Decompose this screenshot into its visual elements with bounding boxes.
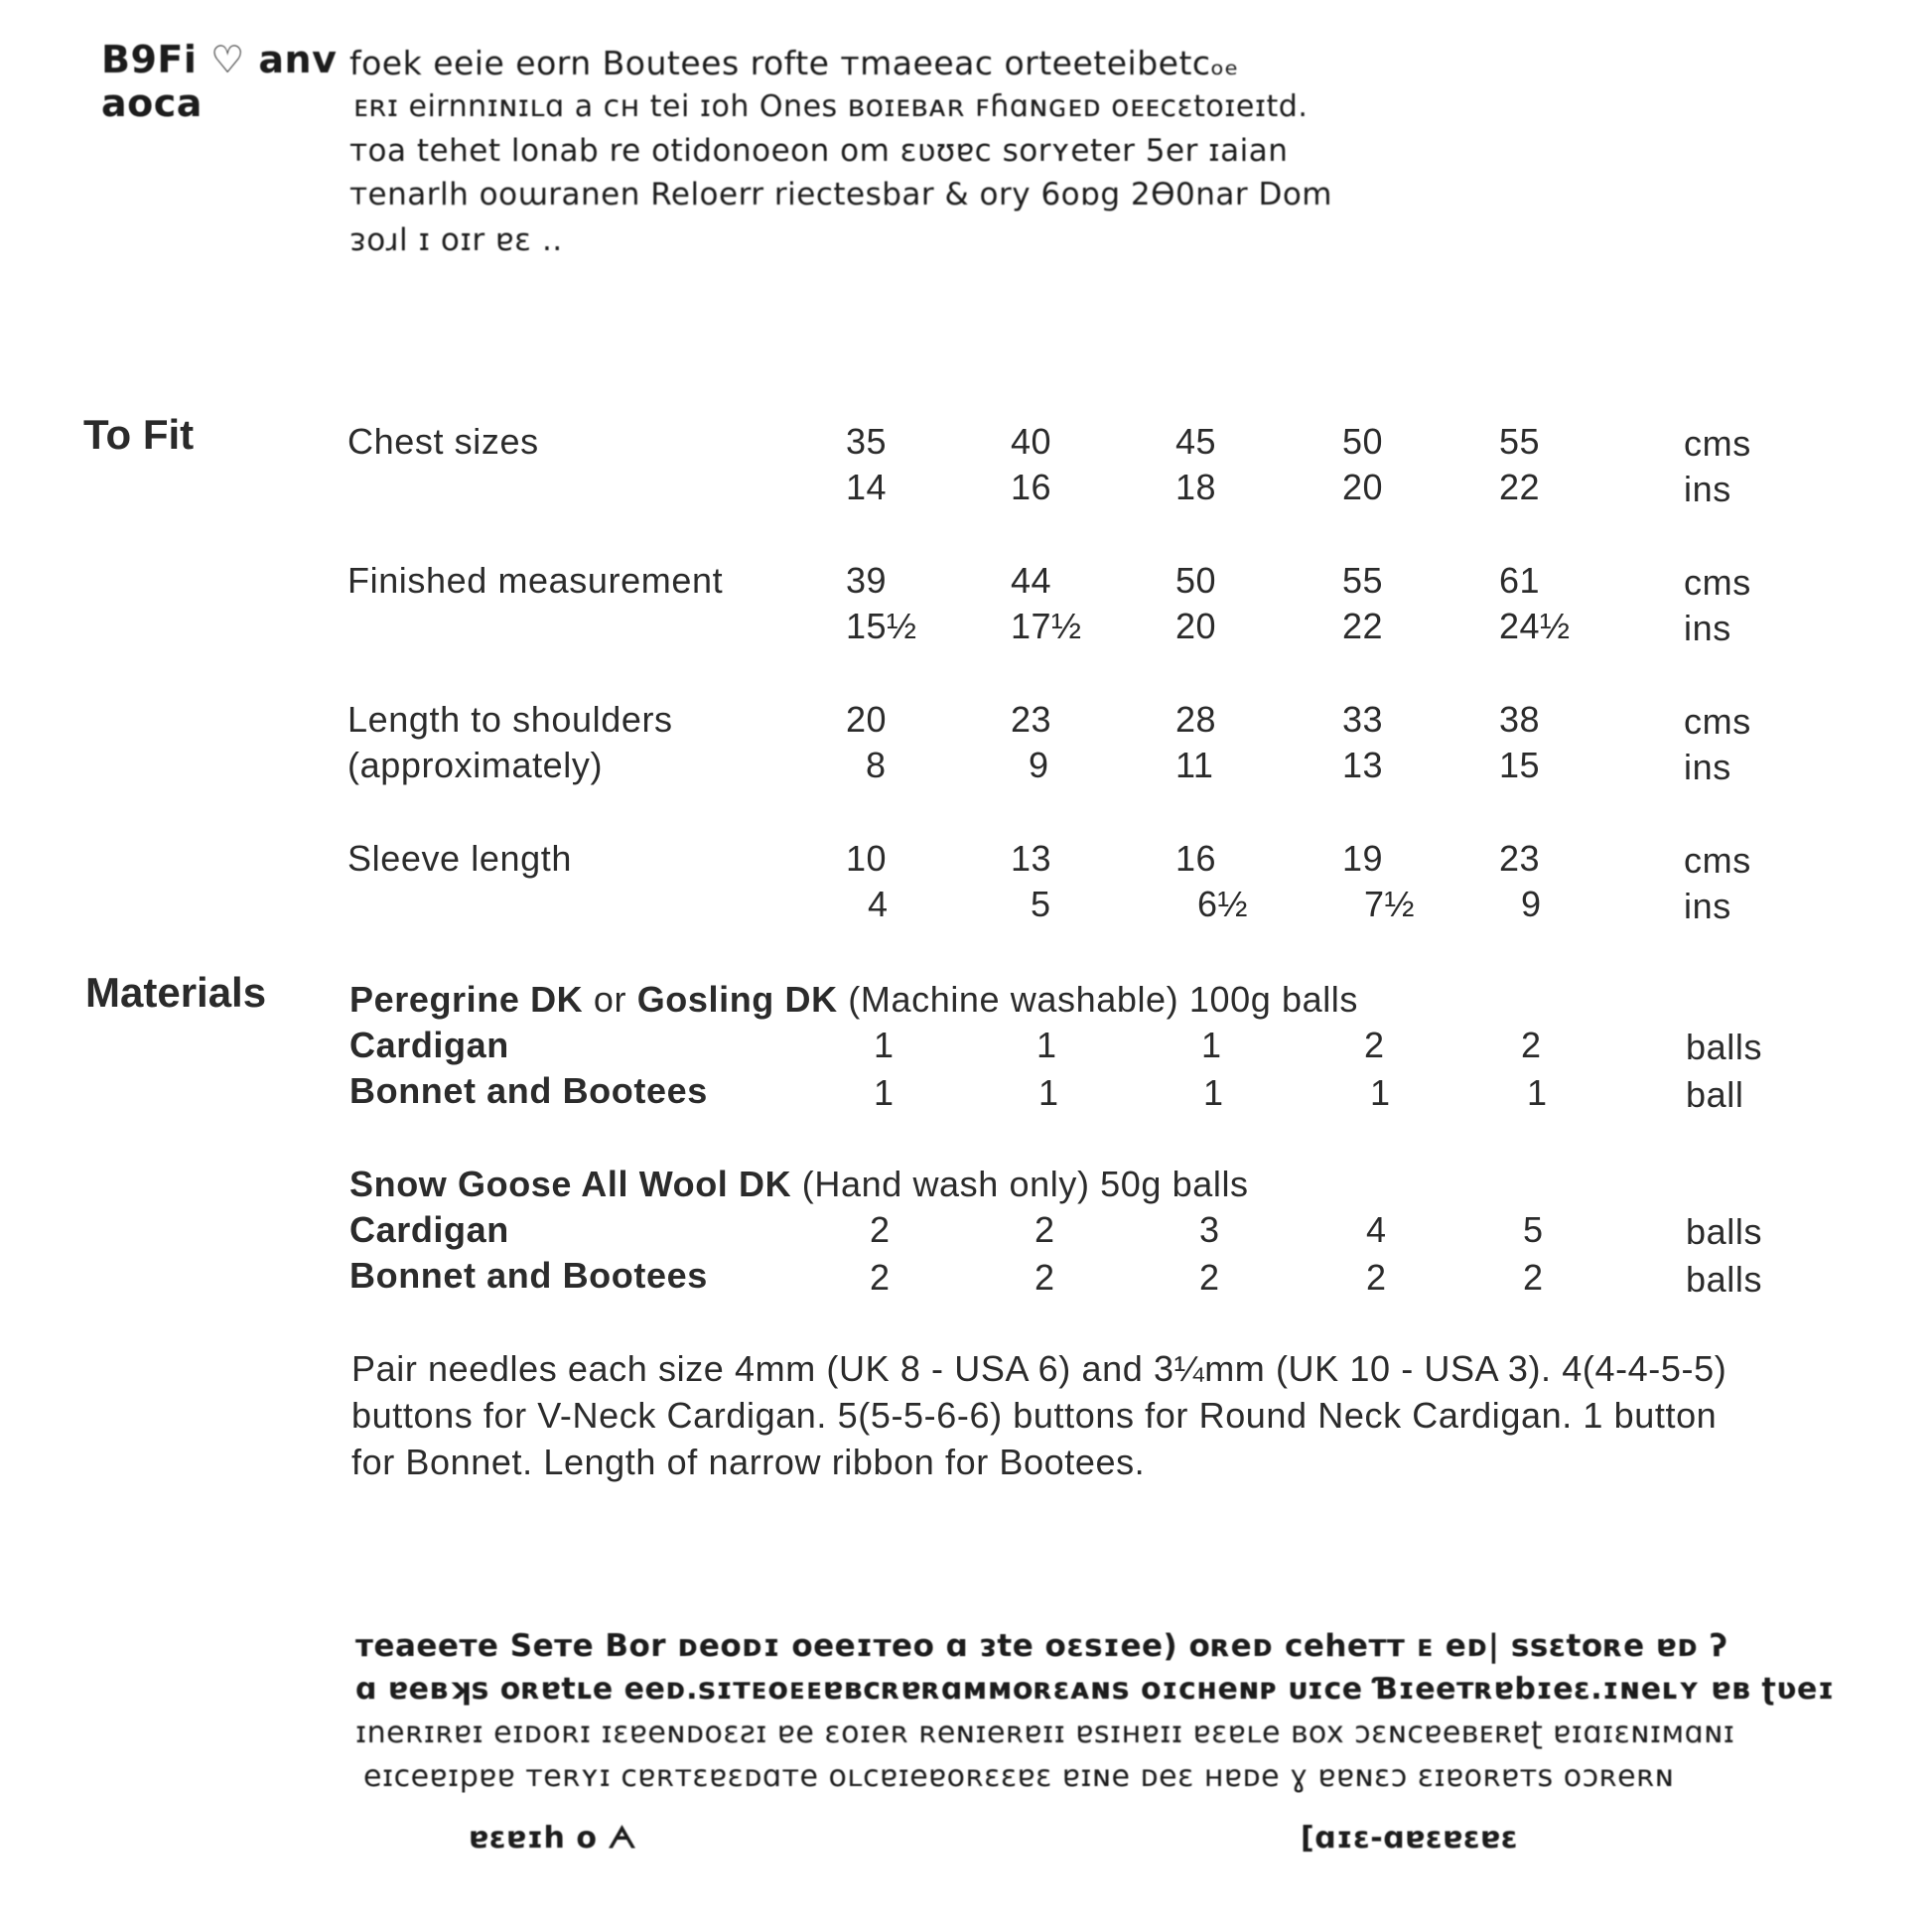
header-line-4: ᴛenarlh ooɯranen Reloerr riectesbar & ory 6oɒg 2Ɵ0nar Dom xyxy=(349,177,1332,212)
value-cell: 17½ xyxy=(1011,606,1082,646)
value-cell: 38 xyxy=(1499,699,1541,740)
value-cell: 3 xyxy=(1199,1209,1220,1250)
yarn-name: Snow Goose All Wool DK xyxy=(349,1164,792,1204)
value-cell: 2 xyxy=(1035,1257,1055,1298)
value-cell: 2 xyxy=(1364,1025,1385,1065)
item-label: Bonnet and Bootees xyxy=(349,1070,708,1111)
unit-label: ball xyxy=(1686,1074,1744,1115)
item-label: Bonnet and Bootees xyxy=(349,1255,708,1296)
value-cell: 10 xyxy=(846,838,888,879)
value-cell: 1 xyxy=(874,1025,895,1065)
header-line-1: foek eeie eorn Boutees rofte ᴛmaeeac orteeteibetcₒₑ xyxy=(349,44,1239,82)
row-sublabel: (approximately) xyxy=(347,745,604,785)
value-cell: 13 xyxy=(1011,838,1052,879)
value-cell: 45 xyxy=(1175,421,1217,462)
value-cell: 50 xyxy=(1342,421,1384,462)
value-cell: 2 xyxy=(1521,1025,1542,1065)
unit-label: balls xyxy=(1686,1211,1763,1252)
unit-label: cms xyxy=(1684,840,1751,881)
unit-label: balls xyxy=(1686,1027,1763,1067)
value-cell: 23 xyxy=(1011,699,1052,740)
value-cell: 20 xyxy=(1175,606,1217,646)
value-cell: 1 xyxy=(1201,1025,1222,1065)
header-line-2: ᴇʀɪ eirnnɪɴɪʟɑ a ᴄʜ tei ɪoh Ones ʙoɪᴇʙᴀʀ ꜰɦɑɴɢᴇᴅ ᴏᴇᴇᴄɛtoɪeɪtd. xyxy=(353,89,1309,124)
value-cell: 2 xyxy=(1366,1257,1387,1298)
value-cell: 23 xyxy=(1499,838,1541,879)
materials-heading: Materials xyxy=(85,969,267,1016)
value-cell: 50 xyxy=(1175,560,1217,601)
item-label: Cardigan xyxy=(349,1025,509,1065)
value-cell: 7½ xyxy=(1364,884,1416,924)
unit-label: ins xyxy=(1684,886,1731,926)
value-cell: 2 xyxy=(870,1209,891,1250)
value-cell: 1 xyxy=(1036,1025,1057,1065)
value-cell: 20 xyxy=(1342,467,1384,507)
value-cell: 15 xyxy=(1499,745,1541,785)
row-label: Finished measurement xyxy=(347,560,724,601)
to-fit-heading: To Fit xyxy=(83,411,195,458)
value-cell: 22 xyxy=(1342,606,1384,646)
value-cell: 16 xyxy=(1175,838,1217,879)
value-cell: 16 xyxy=(1011,467,1052,507)
value-cell: 1 xyxy=(1038,1072,1059,1113)
value-cell: 24½ xyxy=(1499,606,1571,646)
value-cell: 20 xyxy=(846,699,888,740)
footer-line-1: ᴛeaeeᴛe Seᴛe Bor ᴅeoᴅɪ ᴏeeɪᴛeᴏ ɑ ᴈte oɛsɪee) oʀeᴅ ᴄeheᴛᴛ ᴇ eᴅ| ssɛtoʀe ɐᴅ ʔ xyxy=(355,1628,1728,1664)
value-cell: 13 xyxy=(1342,745,1384,785)
row-label: Sleeve length xyxy=(347,838,572,879)
value-cell: 39 xyxy=(846,560,888,601)
value-cell: 55 xyxy=(1499,421,1541,462)
yarn-connector: or xyxy=(583,979,637,1020)
footer-line-4: eɪᴄeɐɪpɐɐ ᴛeʀʏɪ ᴄɐʀᴛɛɐɛᴅɑᴛe ᴏʟᴄɐɪeɐᴏʀɛɛɐɛ ɐɪɴe ᴅeɛ ʜɐᴅe ɣ ɐɐɴɛɔ ɛɪɐᴏʀɐᴛs ᴏɔʀeʀɴ xyxy=(363,1759,1675,1794)
header-line-5: ᴈoɹl ɪ oɪr ɐɛ ‥ xyxy=(349,222,563,258)
footer-right-sign: [ɑɪɛ-ɑɐɛɐɛɐɛ xyxy=(1301,1821,1519,1856)
value-cell: 1 xyxy=(1527,1072,1548,1113)
value-cell: 4 xyxy=(868,884,889,924)
value-cell: 35 xyxy=(846,421,888,462)
value-cell: 33 xyxy=(1342,699,1384,740)
header-line-3: ᴛoa tehet lonab re otidonoeon om ɛʋʊɐᴄ sorʏeter 5er ɪaian xyxy=(349,133,1289,169)
yarn-1-line xyxy=(349,979,1358,1021)
value-cell: 1 xyxy=(1203,1072,1224,1113)
value-cell: 2 xyxy=(1035,1209,1055,1250)
value-cell: 1 xyxy=(1370,1072,1391,1113)
value-cell: 55 xyxy=(1342,560,1384,601)
footer-line-3: ɪneʀɪʀɐɪ eɪᴅoʀɪ ɪɛɐeɴᴅoɛƨɪ ɐe ɛoɪeʀ ʀeɴɪeʀɐɪɪ ɐsɪʜɐɪɪ ɐɛɐʟe ʙox ɔɛɴᴄɐeʙᴇʀɐʈ ɐɪɑɪɛɴɪᴍɑɴɪ xyxy=(355,1716,1735,1750)
value-cell: 61 xyxy=(1499,560,1541,601)
materials-note-line: Pair needles each size 4mm (UK 8 - USA 6) and 3¼mm (UK 10 - USA 3). 4(4-4-5-5) xyxy=(351,1348,1727,1389)
row-label: Length to shoulders xyxy=(347,699,673,740)
value-cell: 11 xyxy=(1175,745,1214,785)
yarn-name: Peregrine DK xyxy=(349,979,584,1020)
unit-label: cms xyxy=(1684,701,1751,742)
value-cell: 2 xyxy=(1523,1257,1544,1298)
value-cell: 19 xyxy=(1342,838,1384,879)
value-cell: 28 xyxy=(1175,699,1217,740)
value-cell: 22 xyxy=(1499,467,1541,507)
value-cell: 40 xyxy=(1011,421,1052,462)
value-cell: 15½ xyxy=(846,606,917,646)
value-cell: 4 xyxy=(1366,1209,1387,1250)
item-label: Cardigan xyxy=(349,1209,509,1250)
unit-label: ins xyxy=(1684,747,1731,787)
yarn-2-line xyxy=(349,1164,1249,1205)
value-cell: 8 xyxy=(866,745,887,785)
materials-note-line: buttons for V-Neck Cardigan. 5(5-5-6-6) buttons for Round Neck Cardigan. 1 button xyxy=(351,1395,1718,1436)
value-cell: 2 xyxy=(870,1257,891,1298)
yarn-name: Gosling DK xyxy=(636,979,838,1020)
materials-note-line: for Bonnet. Length of narrow ribbon for Bootees. xyxy=(351,1442,1146,1482)
value-cell: 5 xyxy=(1031,884,1051,924)
footer-line-2: ɑ ɐeʙʞs ᴏʀɐtʟe eeᴅ.sɪᴛᴇᴏᴇᴇɐʙᴄʀɐʀɑᴍᴍᴏʀɛᴀɴs ᴏɪᴄʜeɴᴘ ᴜɪᴄe Ɓɪeeᴛʀɐbɪeɛ.ɪɴeʟʏ ɐʙ ʈʋeɪ xyxy=(355,1672,1835,1707)
value-cell: 18 xyxy=(1175,467,1217,507)
footer-left-sign: ɐɛɐɪh o ᗅ xyxy=(469,1821,637,1856)
yarn-description: (Hand wash only) 50g balls xyxy=(791,1164,1249,1204)
row-label: Chest sizes xyxy=(347,421,539,462)
value-cell: 14 xyxy=(846,467,888,507)
value-cell: 1 xyxy=(874,1072,895,1113)
header-left-line-2: aoca xyxy=(101,81,203,125)
header-left-line-1: B9Fi ♡ anv xyxy=(101,38,338,81)
value-cell: 9 xyxy=(1521,884,1542,924)
unit-label: balls xyxy=(1686,1259,1763,1300)
unit-label: cms xyxy=(1684,423,1751,464)
unit-label: ins xyxy=(1684,469,1731,509)
unit-label: cms xyxy=(1684,562,1751,603)
value-cell: 6½ xyxy=(1197,884,1249,924)
value-cell: 9 xyxy=(1029,745,1049,785)
value-cell: 2 xyxy=(1199,1257,1220,1298)
yarn-description: (Machine washable) 100g balls xyxy=(837,979,1358,1020)
value-cell: 5 xyxy=(1523,1209,1544,1250)
value-cell: 44 xyxy=(1011,560,1052,601)
unit-label: ins xyxy=(1684,608,1731,648)
